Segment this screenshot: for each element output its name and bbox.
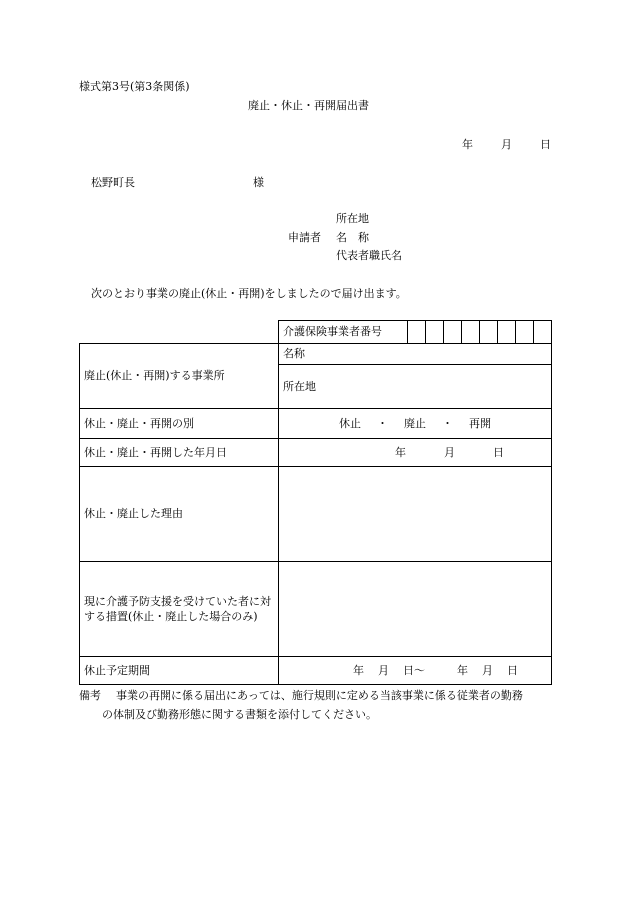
period-start-year: 年	[353, 663, 364, 677]
period-end-year: 年	[457, 663, 468, 677]
applicant-rep-label: 代表者職氏名	[336, 249, 402, 262]
reason-label: 休止・廃止した理由	[80, 467, 279, 562]
period-start-month: 月	[378, 663, 389, 677]
form-title: 廃止・休止・再開届出書	[248, 99, 369, 112]
measures-value-cell[interactable]	[279, 562, 552, 657]
option-sep: ・	[442, 416, 453, 430]
type-label: 休止・廃止・再開の別	[80, 409, 279, 439]
date-day: 日	[540, 138, 551, 151]
option-abolish[interactable]: 廃止	[404, 416, 426, 430]
date-year: 年	[462, 138, 473, 151]
date-label: 休止・廃止・再開した年月日	[80, 439, 279, 467]
measures-label: 現に介護予防支援を受けていた者に対する措置(休止・廃止した場合のみ)	[80, 562, 279, 657]
addressee-name: 松野町長	[91, 176, 135, 189]
reason-value-cell[interactable]	[279, 467, 552, 562]
period-end-day: 日	[507, 663, 518, 677]
period-label: 休止予定期間	[80, 657, 279, 685]
note-label: 備考	[79, 689, 101, 702]
office-name-label: 名称	[279, 344, 552, 365]
office-label: 廃止(休止・再開)する事業所	[80, 344, 279, 409]
applicant-label: 申請者	[288, 231, 321, 244]
intro-text: 次のとおり事業の廃止(休止・再開)をしましたので届け出ます。	[91, 287, 407, 300]
period-end-month: 月	[482, 663, 493, 677]
notification-table	[79, 320, 552, 685]
type-options	[279, 409, 552, 439]
option-sep: ・	[377, 416, 388, 430]
date-line	[462, 138, 551, 152]
date-month-mark: 月	[444, 445, 455, 459]
provider-number-boxes[interactable]	[407, 321, 551, 343]
provider-number-row	[279, 321, 552, 344]
addressee-honorific: 様	[253, 176, 264, 189]
applicant-address-label: 所在地	[336, 212, 369, 225]
date-month: 月	[501, 138, 512, 151]
period-value-cell[interactable]	[279, 657, 552, 685]
form-number: 様式第3号(第3条関係)	[79, 80, 190, 93]
note-line-2: の体制及び勤務形態に関する書類を添付してください。	[102, 708, 377, 721]
date-year-mark: 年	[395, 445, 406, 459]
date-day-mark: 日	[493, 445, 504, 459]
date-value-cell[interactable]	[279, 439, 552, 467]
option-resume[interactable]: 再開	[469, 416, 491, 430]
period-start-day: 日～	[403, 663, 425, 677]
provider-number-label: 介護保険事業者番号	[283, 325, 382, 338]
applicant-name-label: 名 称	[336, 231, 369, 244]
note-line-1: 事業の再開に係る届出にあっては、施行規則に定める当該事業に係る従業者の勤務	[116, 689, 523, 702]
office-address-label: 所在地	[279, 365, 552, 409]
blank-cell	[80, 321, 279, 344]
option-suspend[interactable]: 休止	[339, 416, 361, 430]
